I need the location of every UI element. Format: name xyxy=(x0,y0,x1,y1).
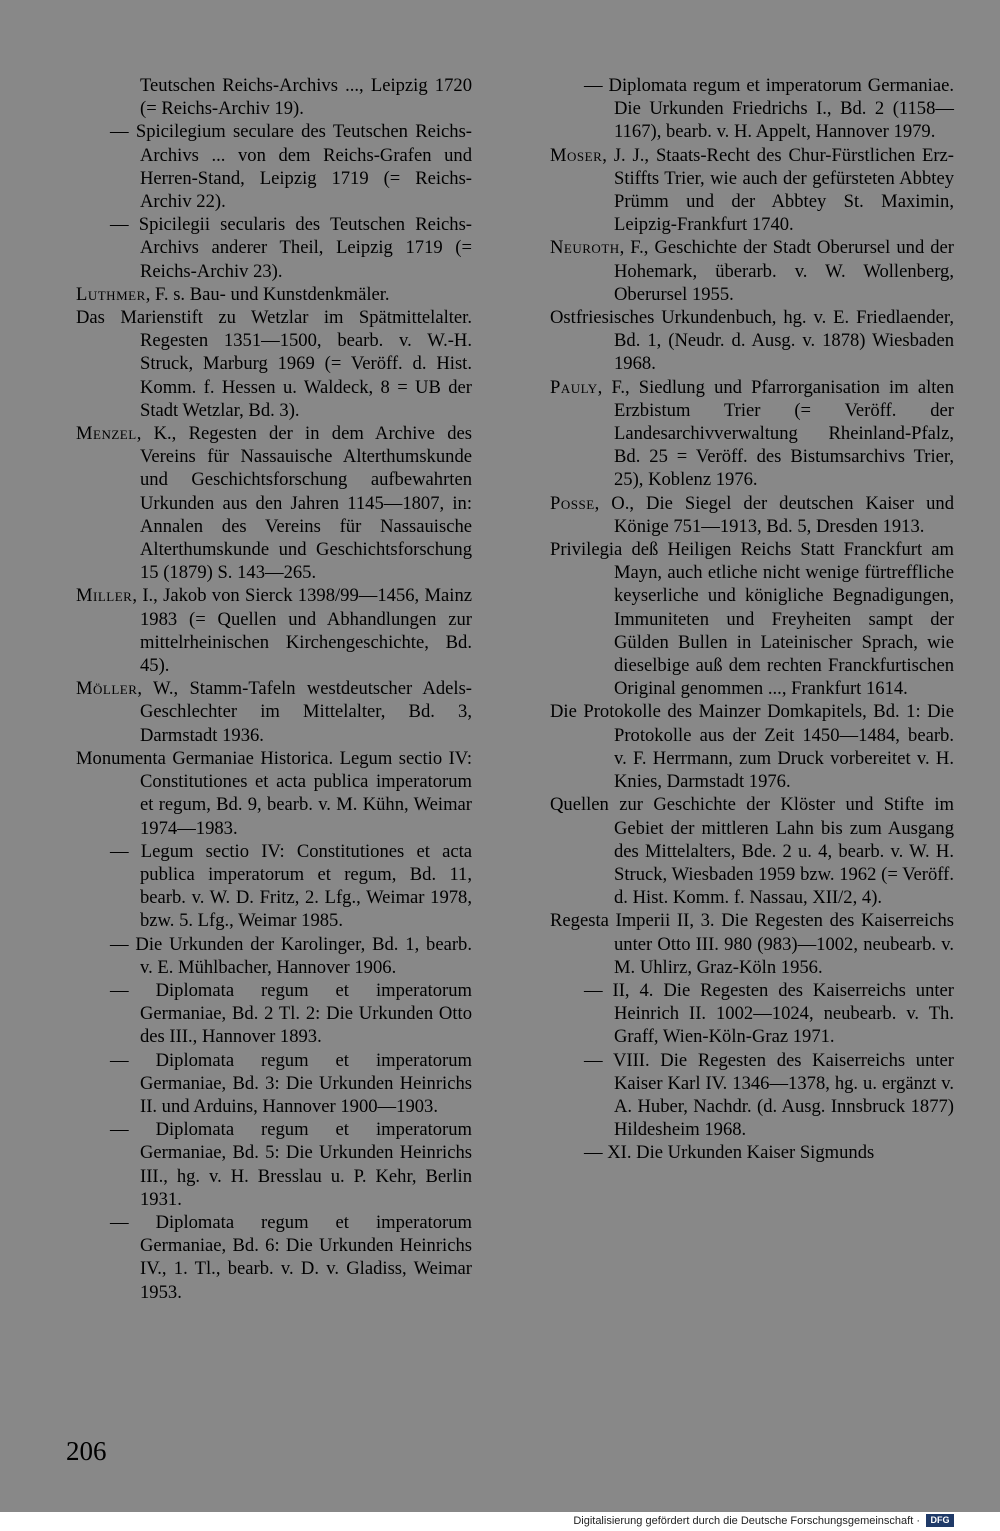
entry-text: Teutschen Reichs-Archivs ..., Leipzig 1720 (= Reichs-Archiv 19). xyxy=(140,75,472,120)
bibliography-entry xyxy=(76,306,472,422)
entry-text: , F., Geschichte der Stadt Oberursel und der Hohemark, überarb. v. W. Wollenberg, Oberursel 1955. xyxy=(614,237,954,305)
bibliography-entry xyxy=(76,979,472,1049)
author-name: Moser xyxy=(550,144,603,166)
bibliography-entry xyxy=(550,376,954,492)
bibliography-entry xyxy=(550,538,954,700)
entry-text: — Die Urkunden der Karolinger, Bd. 1, bearb. v. E. Mühlbacher, Hannover 1906. xyxy=(110,933,472,978)
author-name: Miller xyxy=(76,585,133,607)
entry-text: — Diplomata regum et imperatorum Germaniae, Bd. 3: Die Urkunden Heinrichs II. und Arduins, Hannover 1900—1903. xyxy=(110,1049,472,1117)
bibliography-entry xyxy=(550,306,954,376)
entry-text: Quellen zur Geschichte der Klöster und Stifte im Gebiet der mittleren Lahn bis zum Ausgang des Mittelalters, Bde. 2 u. 4, bearb. v. W. H. Struck, Wiesbaden 1959 bzw. 1962 (= Veröff. d. Hist. Komm. f. Nassau, XII/2, 4). xyxy=(550,794,954,909)
bibliography-entry xyxy=(76,120,472,213)
bibliography-entry xyxy=(76,422,472,584)
entry-text: , J. J., Staats-Recht des Chur-Fürstlichen Erz-Stiffts Trier, wie auch der gefürsteten Abbtey Prümm und der Abbtey St. Maximin, Leipzig-Frankfurt 1740. xyxy=(602,144,954,236)
author-name: Neuroth xyxy=(550,237,620,259)
entry-text: — II, 4. Die Regesten des Kaiserreichs unter Heinrich II. 1002—1024, neubearb. v. Th. Graff, Wien-Köln-Graz 1971. xyxy=(584,979,954,1048)
entry-text: — Diplomata regum et imperatorum Germaniae. Die Urkunden Friedrichs I., Bd. 2 (1158—1167), bearb. v. H. Appelt, Hannover 1979. xyxy=(584,75,954,143)
bibliography-entry xyxy=(550,74,954,144)
bibliography-entry xyxy=(76,933,472,979)
author-name: Möller xyxy=(76,678,138,700)
bibliography-entry xyxy=(550,1049,954,1142)
footer-text: Digitalisierung gefördert durch die Deutsche Forschungsgemeinschaft · xyxy=(573,1514,920,1527)
entry-text: Ostfriesisches Urkundenbuch, hg. v. E. Friedlaender, Bd. 1, (Neudr. d. Ausg. v. 1878) Wiesbaden 1968. xyxy=(550,307,954,375)
entry-text: — Diplomata regum et imperatorum Germaniae, Bd. 2 Tl. 2: Die Urkunden Otto des III., Hannover 1893. xyxy=(110,979,472,1048)
entry-text: — Legum sectio IV: Constitutiones et acta publica imperatorum et regum, Bd. 11, bearb. v. W. D. Fritz, 2. Lfg., Weimar 1978, bzw. 5. Lfg., Weimar 1985. xyxy=(110,840,472,932)
bibliography-entry xyxy=(550,1141,954,1164)
entry-text: , I., Jakob von Sierck 1398/99—1456, Mainz 1983 (= Quellen und Abhandlungen zur mittelrheinischen Kirchengeschichte, Bd. 45). xyxy=(132,585,472,677)
author-name: Posse xyxy=(550,492,595,514)
bibliography-entry xyxy=(76,840,472,933)
entry-text: , F., Siedlung und Pfarrorganisation im alten Erzbistum Trier (= Veröff. der Landesarchivverwaltung Rheinland-Pfalz, Bd. 25 = Veröff. des Bistumsarchivs Trier, 25), Koblenz 1976. xyxy=(597,376,954,491)
entry-text: Regesta Imperii II, 3. Die Regesten des Kaiserreichs unter Otto III. 980 (983)—1002, neubearb. v. M. Uhlirz, Graz-Köln 1956. xyxy=(550,910,954,978)
footer-credit xyxy=(573,1514,954,1527)
bibliography-entry xyxy=(550,793,954,909)
entry-text: Monumenta Germaniae Historica. Legum sectio IV: Constitutiones et acta publica imperatorum et regum, Bd. 9, bearb. v. M. Kühn, Weimar 1974—1983. xyxy=(76,747,472,839)
bibliography-entry xyxy=(76,584,472,677)
entry-text: , W., Stamm-Tafeln westdeutscher Adels-Geschlechter im Mittelalter, Bd. 3, Darmstadt 1936. xyxy=(137,678,472,746)
author-name: Menzel xyxy=(76,423,137,445)
bibliography-entry xyxy=(550,979,954,1049)
page-number: 206 xyxy=(66,1436,107,1466)
bibliography-entry xyxy=(550,236,954,306)
bibliography-entry xyxy=(76,283,472,306)
bibliography-entry xyxy=(550,144,954,237)
entry-text: , K., Regesten der in dem Archive des Vereins für Nassauische Alterthumskunde und Geschichtsforschung aufbewahrten Urkunden aus den Jahren 1145—1807, in: Annalen des Vereins für Nassauische Alterthumskunde und Geschichtsforschung 15 (1879) S. 143—265. xyxy=(136,423,472,584)
entry-text: , F. s. Bau- und Kunstdenkmäler. xyxy=(145,283,390,305)
entry-text: — VIII. Die Regesten des Kaiserreichs unter Kaiser Karl IV. 1346—1378, hg. u. ergänzt v. A. Huber, Nachdr. (d. Ausg. Innsbruck 1877) Hildesheim 1968. xyxy=(584,1049,954,1141)
bibliography-entry xyxy=(76,74,472,120)
bibliography-entry xyxy=(550,700,954,793)
entry-text: Die Protokolle des Mainzer Domkapitels, Bd. 1: Die Protokolle aus der Zeit 1450—1484, bearb. v. F. Herrmann, zum Druck vorbereitet v. H. Knies, Darmstadt 1976. xyxy=(550,701,954,793)
bibliography-entry xyxy=(76,677,472,747)
entry-text: Das Marienstift zu Wetzlar im Spätmittelalter. Regesten 1351—1500, bearb. v. W.-H. Struck, Marburg 1969 (= Veröff. d. Hist. Komm. f. Hessen u. Waldeck, 8 = UB der Stadt Wetzlar, Bd. 3). xyxy=(76,307,472,421)
entry-text: — Diplomata regum et imperatorum Germaniae, Bd. 6: Die Urkunden Heinrichs IV., 1. Tl., bearb. v. D. v. Gladiss, Weimar 1953. xyxy=(110,1211,472,1303)
bibliography-entry xyxy=(550,909,954,979)
bibliography-entry xyxy=(76,213,472,283)
bibliography-entry xyxy=(76,747,472,840)
entry-text: Privilegia deß Heiligen Reichs Statt Franckfurt am Mayn, auch etliche nicht wenige fürtreffliche keyserliche und königliche Begnadigungen, Immuniteten und Freyheiten sampt der Gülden Bullen in Lateinischer Sprach, wie dieselbige auß dem rechten Franckfurtischen Original genommen ..., Frankfurt 1614. xyxy=(550,539,954,700)
entry-text: — Spicilegii secularis des Teutschen Reichs-Archivs anderer Theil, Leipzig 1719 (= Reichs-Archiv 23). xyxy=(110,214,472,282)
left-column xyxy=(76,74,472,1304)
entry-text: — Spicilegium seculare des Teutschen Reichs-Archivs ... von dem Reichs-Grafen und Herren-Stand, Leipzig 1719 (= Reichs-Archiv 22). xyxy=(110,121,472,213)
dfg-logo: DFG xyxy=(926,1514,954,1527)
bibliography-entry xyxy=(76,1049,472,1119)
bibliography-entry xyxy=(76,1118,472,1211)
entry-text: — Diplomata regum et imperatorum Germaniae, Bd. 5: Die Urkunden Heinrichs III., hg. v. H. Bresslau u. P. Kehr, Berlin 1931. xyxy=(110,1119,472,1210)
author-name: Luthmer xyxy=(76,283,146,305)
entry-text: , O., Die Siegel der deutschen Kaiser und Könige 751—1913, Bd. 5, Dresden 1913. xyxy=(594,492,954,537)
author-name: Pauly xyxy=(550,376,598,398)
entry-text: — XI. Die Urkunden Kaiser Sigmunds xyxy=(584,1142,875,1164)
right-column xyxy=(550,74,954,1165)
bibliography-entry xyxy=(76,1211,472,1304)
bibliography-entry xyxy=(550,492,954,538)
